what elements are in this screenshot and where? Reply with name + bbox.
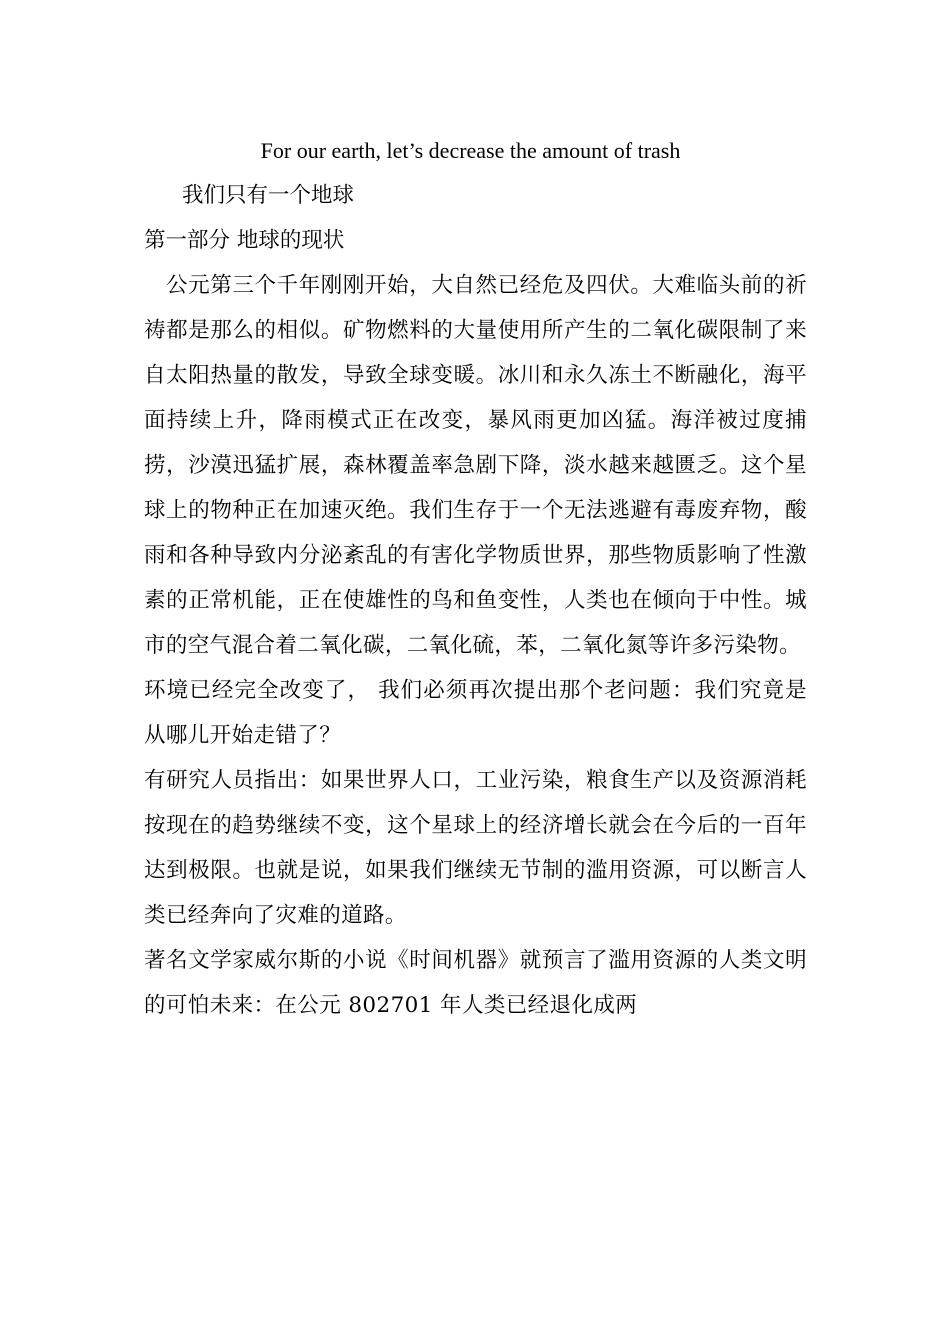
document-body xyxy=(144,128,807,1028)
paragraph-time-machine: 著名文学家威尔斯的小说《时间机器》就预言了滥用资源的人类文明的可怕未来：在公元 802701 年人类已经退化成两 xyxy=(144,948,807,1018)
paragraph-current-state: 公元第三个千年刚刚开始，大自然已经危及四伏。大难临头前的祈祷都是那么的相似。矿物燃料的大量使用所产生的二氧化碳限制了来自太阳热量的散发，导致全球变暖。冰川和永久冻土不断融化，海平面持续上升，降雨模式正在改变，暴风雨更加凶猛。海洋被过度捕捞，沙漠迅猛扩展，森林覆盖率急剧下降，淡水越来越匮乏。这个星球上的物种正在加速灭绝。我们生存于一个无法逃避有毒废弃物，酸雨和各种导致内分泌紊乱的有害化学物质世界，那些物质影响了性激素的正常机能，正在使雄性的鸟和鱼变性，人类也在倾向于中性。城市的空气混合着二氧化碳，二氧化硫，苯，二氧化氮等许多污染物。 xyxy=(144,273,807,658)
section-heading: 第一部分 地球的现状 xyxy=(144,228,345,253)
paragraph-question: 环境已经完全改变了， 我们必须再次提出那个老问题：我们究竟是从哪儿开始走错了？ xyxy=(144,678,807,748)
document-title: For our earth, let’s decrease the amount of trash xyxy=(260,138,681,163)
paragraph-research: 有研究人员指出：如果世界人口，工业污染，粮食生产以及资源消耗按现在的趋势继续不变，这个星球上的经济增长就会在今后的一百年达到极限。也就是说，如果我们继续无节制的滥用资源，可以断言人类已经奔向了灾难的道路。 xyxy=(144,768,807,928)
document-subtitle: 我们只有一个地球 xyxy=(182,183,355,208)
